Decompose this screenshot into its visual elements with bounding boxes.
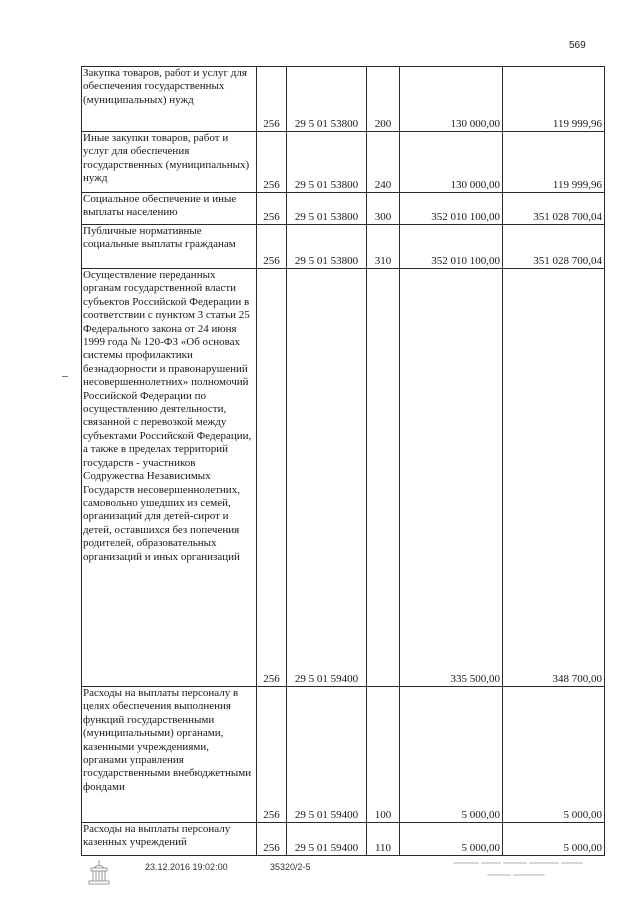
- row-sum-2017: 351 028 700,04: [503, 225, 605, 269]
- row-sum-2016: 335 500,00: [400, 269, 503, 687]
- row-sum-2017: 5 000,00: [503, 823, 605, 856]
- row-sum-2016: 130 000,00: [400, 132, 503, 193]
- row-csr: 29 5 01 53800: [287, 225, 367, 269]
- row-sum-2017: 119 999,96: [503, 132, 605, 193]
- footer-doc-code: 35320/2-5: [270, 862, 311, 872]
- table-row: [82, 225, 605, 269]
- duma-emblem-icon: [86, 858, 112, 888]
- table-row: [82, 687, 605, 823]
- row-name: Иные закупки товаров, работ и услуг для обеспечения государственных (муниципальных) нужд: [82, 132, 257, 193]
- row-sum-2017: 348 700,00: [503, 269, 605, 687]
- row-vr: 110: [367, 823, 400, 856]
- page-number: 569: [569, 40, 586, 51]
- row-csr: 29 5 01 59400: [287, 269, 367, 687]
- margin-mark: [62, 376, 68, 377]
- row-csr: 29 5 01 53800: [287, 132, 367, 193]
- row-name: Расходы на выплаты персоналу в целях обеспечения выполнения функций государственными (муниципальными) органами, казенными учреждениями, органами управления государственными внебюджетными фондами: [82, 687, 257, 823]
- table-row: [82, 823, 605, 856]
- row-glava: 256: [257, 269, 287, 687]
- table-row: [82, 193, 605, 225]
- watermark-stamp: [448, 856, 588, 882]
- row-name: Закупка товаров, работ и услуг для обеспечения государственных (муниципальных) нужд: [82, 67, 257, 132]
- row-csr: 29 5 01 53800: [287, 67, 367, 132]
- row-csr: 29 5 01 59400: [287, 823, 367, 856]
- row-glava: 256: [257, 225, 287, 269]
- row-vr: 200: [367, 67, 400, 132]
- row-sum-2016: 5 000,00: [400, 823, 503, 856]
- row-sum-2016: 130 000,00: [400, 67, 503, 132]
- row-name: Социальное обеспечение и иные выплаты населению: [82, 193, 257, 225]
- row-sum-2016: 352 010 100,00: [400, 193, 503, 225]
- row-csr: 29 5 01 59400: [287, 687, 367, 823]
- row-name: Осуществление переданных органам государственной власти субъектов Российской Федерации в соответствии с пунктом 3 статьи 25 Федерального закона от 24 июня 1999 года № 120-ФЗ «Об основах системы профилактики безнадзорности и правонарушений несовершеннолетних» полномочий Российской Федерации по осуществлению деятельности, связанной с перевозкой между субъектами Российской Федерации, а также в пределах территорий государств - участников Содружества Независимых Государств несовершеннолетних, самовольно ушедших из семей, организаций для детей-сирот и детей, оставшихся без попечения родителей, образовательных организаций и иных организаций: [82, 269, 257, 687]
- row-sum-2016: 5 000,00: [400, 687, 503, 823]
- footer-datetime: 23.12.2016 19:02:00: [145, 862, 228, 872]
- row-sum-2017: 5 000,00: [503, 687, 605, 823]
- row-glava: 256: [257, 193, 287, 225]
- row-vr: [367, 269, 400, 687]
- row-glava: 256: [257, 132, 287, 193]
- budget-table: [81, 66, 605, 856]
- table-row: [82, 67, 605, 132]
- row-vr: 100: [367, 687, 400, 823]
- row-glava: 256: [257, 67, 287, 132]
- row-glava: 256: [257, 823, 287, 856]
- row-vr: 240: [367, 132, 400, 193]
- row-sum-2016: 352 010 100,00: [400, 225, 503, 269]
- row-glava: 256: [257, 687, 287, 823]
- row-vr: 310: [367, 225, 400, 269]
- row-vr: 300: [367, 193, 400, 225]
- row-sum-2017: 119 999,96: [503, 67, 605, 132]
- row-name: Публичные нормативные социальные выплаты гражданам: [82, 225, 257, 269]
- row-sum-2017: 351 028 700,04: [503, 193, 605, 225]
- row-name: Расходы на выплаты персоналу казенных учреждений: [82, 823, 257, 856]
- row-csr: 29 5 01 53800: [287, 193, 367, 225]
- table-row: [82, 269, 605, 687]
- table-row: [82, 132, 605, 193]
